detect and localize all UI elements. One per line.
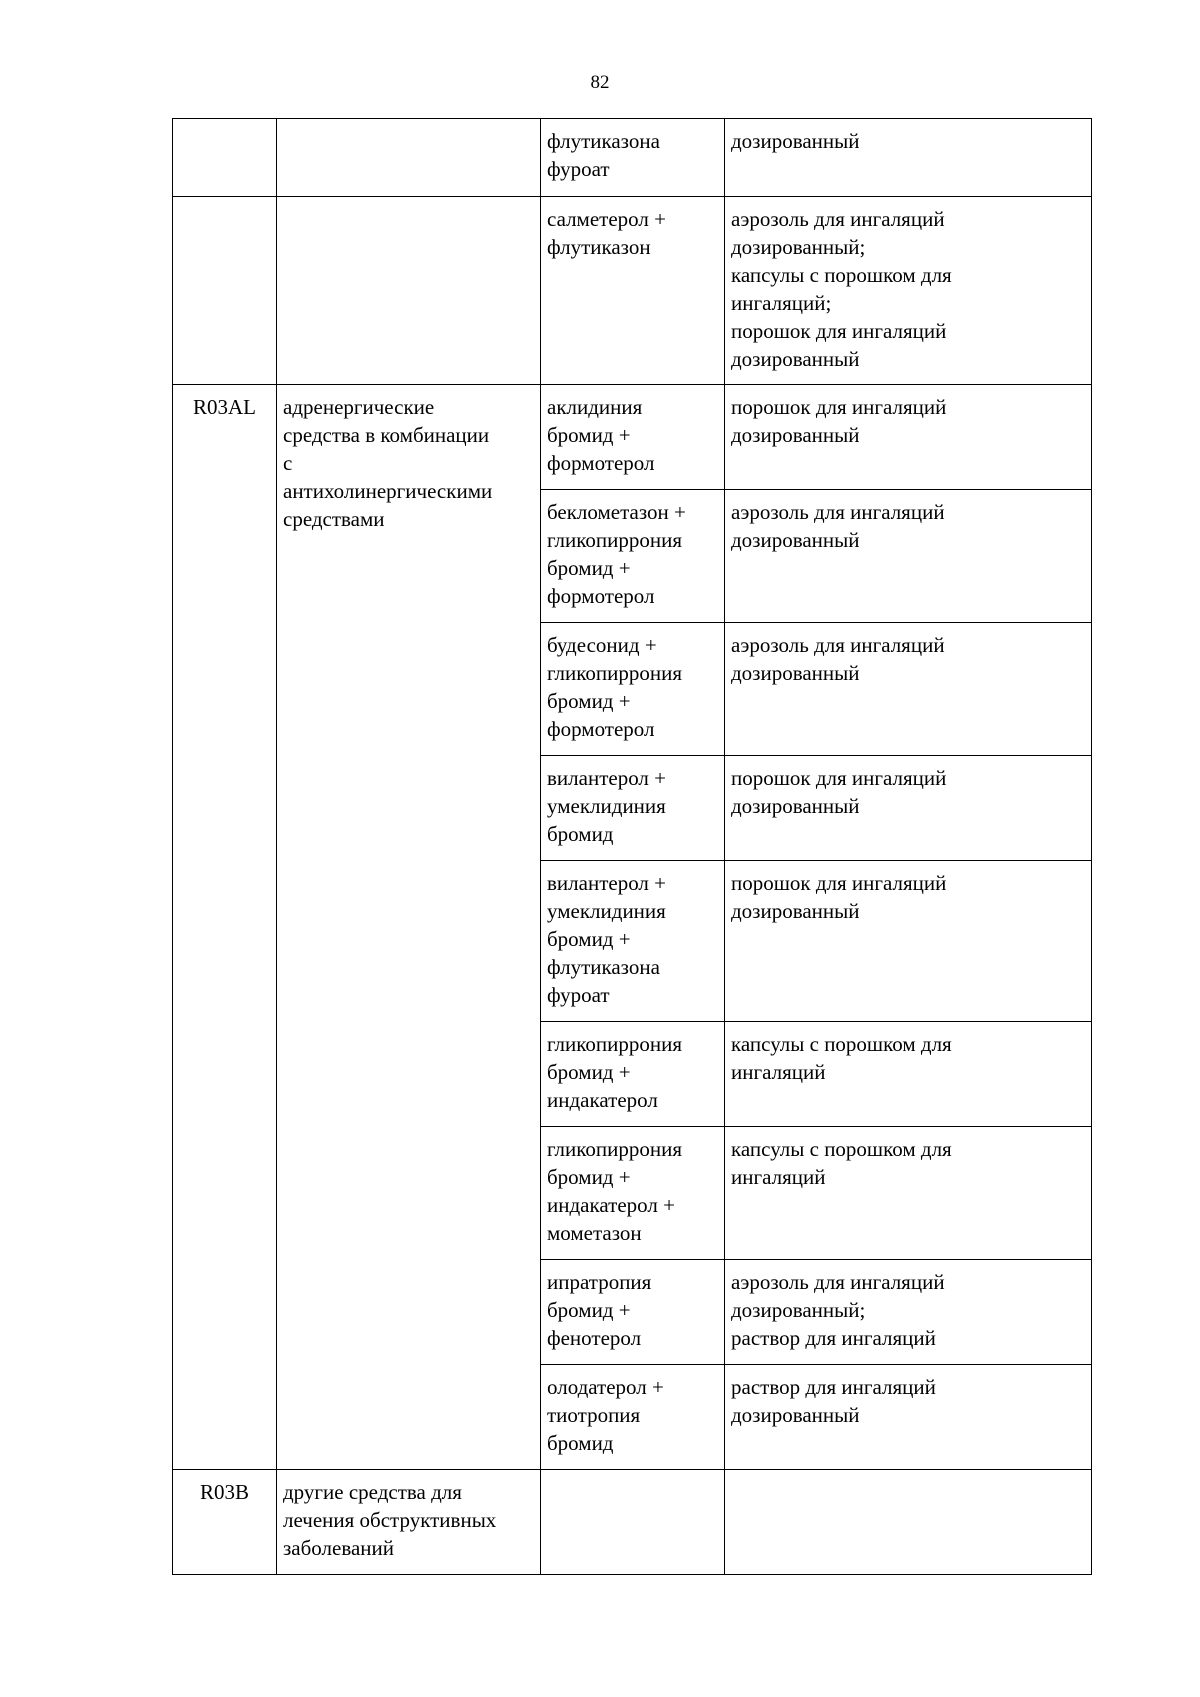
atc-code-cell [173,119,277,197]
dosage-form-cell: дозированный [725,119,1092,197]
dosage-form-cell: аэрозоль для ингаляций дозированный; раствор для ингаляций [725,1260,1092,1365]
drug-name-cell: флутиказона фуроат [541,119,725,197]
group-name-cell: другие средства для лечения обструктивных заболеваний [277,1470,541,1575]
dosage-form-cell: аэрозоль для ингаляций дозированный [725,490,1092,623]
drug-table [172,118,1092,1575]
dosage-form-cell: аэрозоль для ингаляций дозированный; капсулы с порошком для ингаляций; порошок для ингаляций дозированный [725,197,1092,385]
dosage-form-cell: капсулы с порошком для ингаляций [725,1127,1092,1260]
drug-name-cell: олодатерол + тиотропия бромид [541,1365,725,1470]
dosage-form-cell: порошок для ингаляций дозированный [725,756,1092,861]
drug-name-cell: аклидиния бромид + формотерол [541,385,725,490]
dosage-form-cell: капсулы с порошком для ингаляций [725,1022,1092,1127]
table-row [173,119,1092,197]
drug-name-cell: салметерол + флутиказон [541,197,725,385]
drug-name-cell: гликопиррония бромид + индакатерол + мометазон [541,1127,725,1260]
drug-name-cell [541,1470,725,1575]
group-name-cell [277,197,541,385]
dosage-form-cell: порошок для ингаляций дозированный [725,385,1092,490]
atc-code-cell: R03B [173,1470,277,1575]
table-row [173,1470,1092,1575]
drug-name-cell: гликопиррония бромид + индакатерол [541,1022,725,1127]
drug-name-cell: будесонид + гликопиррония бромид + формотерол [541,623,725,756]
drug-name-cell: беклометазон + гликопиррония бромид + формотерол [541,490,725,623]
table-row [173,197,1092,385]
dosage-form-cell: раствор для ингаляций дозированный [725,1365,1092,1470]
dosage-form-cell: порошок для ингаляций дозированный [725,861,1092,1022]
page-number: 82 [590,72,610,93]
atc-code-cell: R03AL [173,385,277,1470]
drug-name-cell: ипратропия бромид + фенотерол [541,1260,725,1365]
group-name-cell: адренергические средства в комбинации с антихолинергическими средствами [277,385,541,1470]
atc-code-cell [173,197,277,385]
dosage-form-cell [725,1470,1092,1575]
drug-name-cell: вилантерол + умеклидиния бромид [541,756,725,861]
drug-name-cell: вилантерол + умеклидиния бромид + флутиказона фуроат [541,861,725,1022]
table-row [173,385,1092,490]
group-name-cell [277,119,541,197]
dosage-form-cell: аэрозоль для ингаляций дозированный [725,623,1092,756]
